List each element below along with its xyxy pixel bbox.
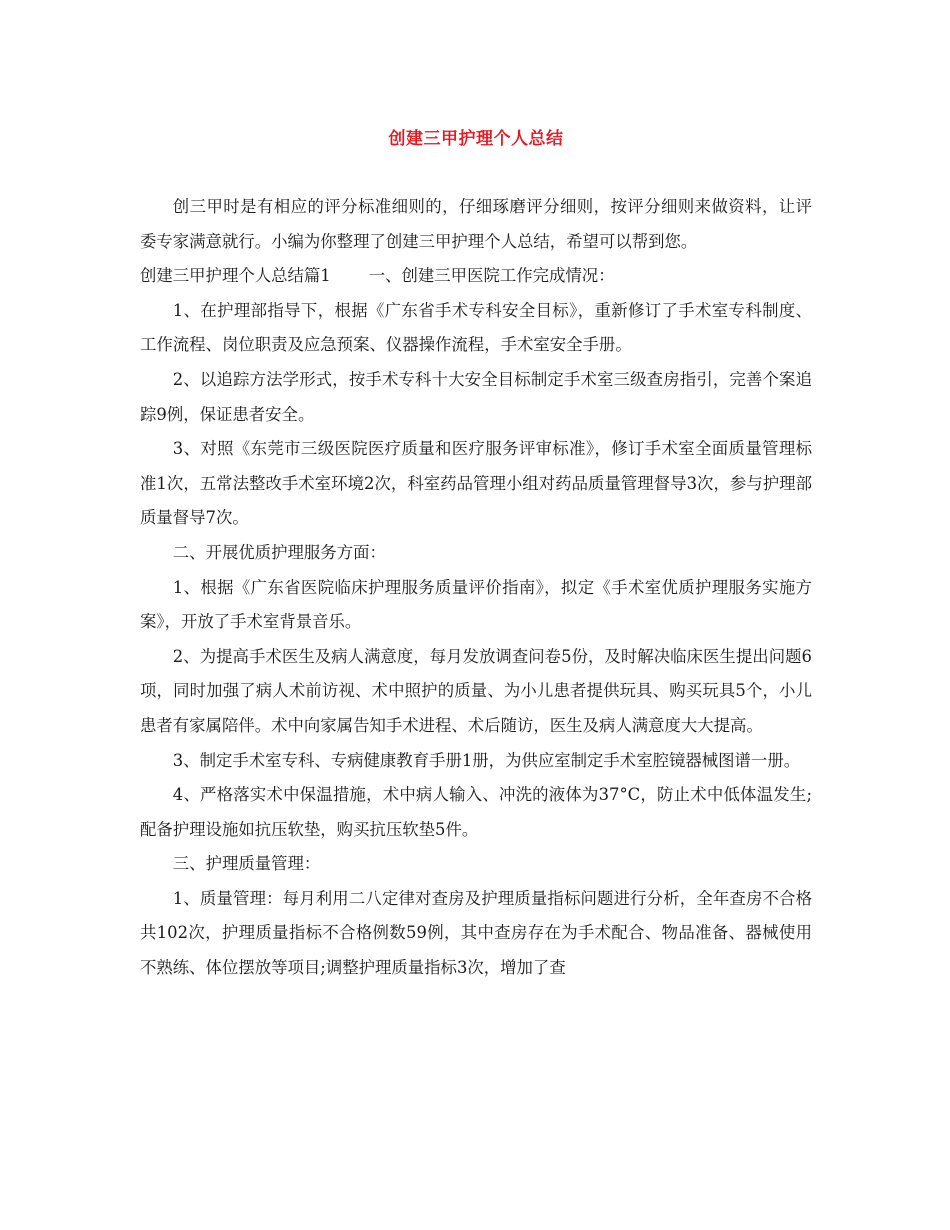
article-heading: 创建三甲护理个人总结篇1 — [140, 266, 331, 286]
section-heading-3: 三、护理质量管理： — [172, 854, 321, 874]
paragraph-2-3: 3、制定手术室专科、专病健康教育手册1册，为供应室制定手术室腔镜器械图谱一册。 — [172, 750, 801, 770]
section-heading-2: 二、开展优质护理服务方面： — [172, 542, 386, 562]
paragraph-1-2: 2、以追踪方法学形式，按手术专科十大安全目标制定手术室三级查房指引，完善个案追踪9例，保证患者安全。 — [140, 369, 812, 424]
paragraph-2-2: 2、为提高手术医生及病人满意度，每月发放调查问卷5份，及时解决临床医生提出问题6项，同时加强了病人术前访视、术中照护的质量、为小儿患者提供玩具、购买玩具5个，小儿患者有家属陪伴。术中向家属告知手术进程、术后随访，医生及病人满意度大大提高。 — [140, 646, 812, 735]
paragraph-1-1: 1、在护理部指导下，根据《广东省手术专科安全目标》，重新修订了手术室专科制度、工作流程、岗位职责及应急预案、仪器操作流程，手术室安全手册。 — [140, 300, 812, 355]
document-body — [140, 190, 812, 986]
document-title: 创建三甲护理个人总结 — [388, 129, 564, 149]
paragraph-1-3: 3、对照《东莞市三级医院医疗质量和医疗服务评审标准》，修订手术室全面质量管理标准1次，五常法整改手术室环境2次，科室药品管理小组对药品质量管理督导3次，参与护理部质量督导7次。 — [140, 439, 812, 528]
intro-paragraph: 创三甲时是有相应的评分标准细则的，仔细琢磨评分细则，按评分细则来做资料，让评委专家满意就行。小编为你整理了创建三甲护理个人总结，希望可以帮到您。 — [140, 197, 812, 251]
paragraph-3-1: 1、质量管理：每月利用二八定律对查房及护理质量指标问题进行分析，全年查房不合格共102次，护理质量指标不合格例数59例，其中查房存在为手术配合、物品准备、器械使用不熟练、体位摆放等项目;调整护理质量指标3次，增加了查 — [140, 888, 812, 978]
section-heading-line — [140, 259, 812, 294]
paragraph-2-1: 1、根据《广东省医院临床护理服务质量评价指南》，拟定《手术室优质护理服务实施方案》，开放了手术室背景音乐。 — [140, 577, 812, 632]
paragraph-2-4: 4、严格落实术中保温措施，术中病人输入、冲洗的液体为37°C，防止术中低体温发生;配备护理设施如抗压软垫，购买抗压软垫5件。 — [140, 785, 812, 839]
section-heading-1: 一、创建三甲医院工作完成情况： — [368, 266, 615, 286]
